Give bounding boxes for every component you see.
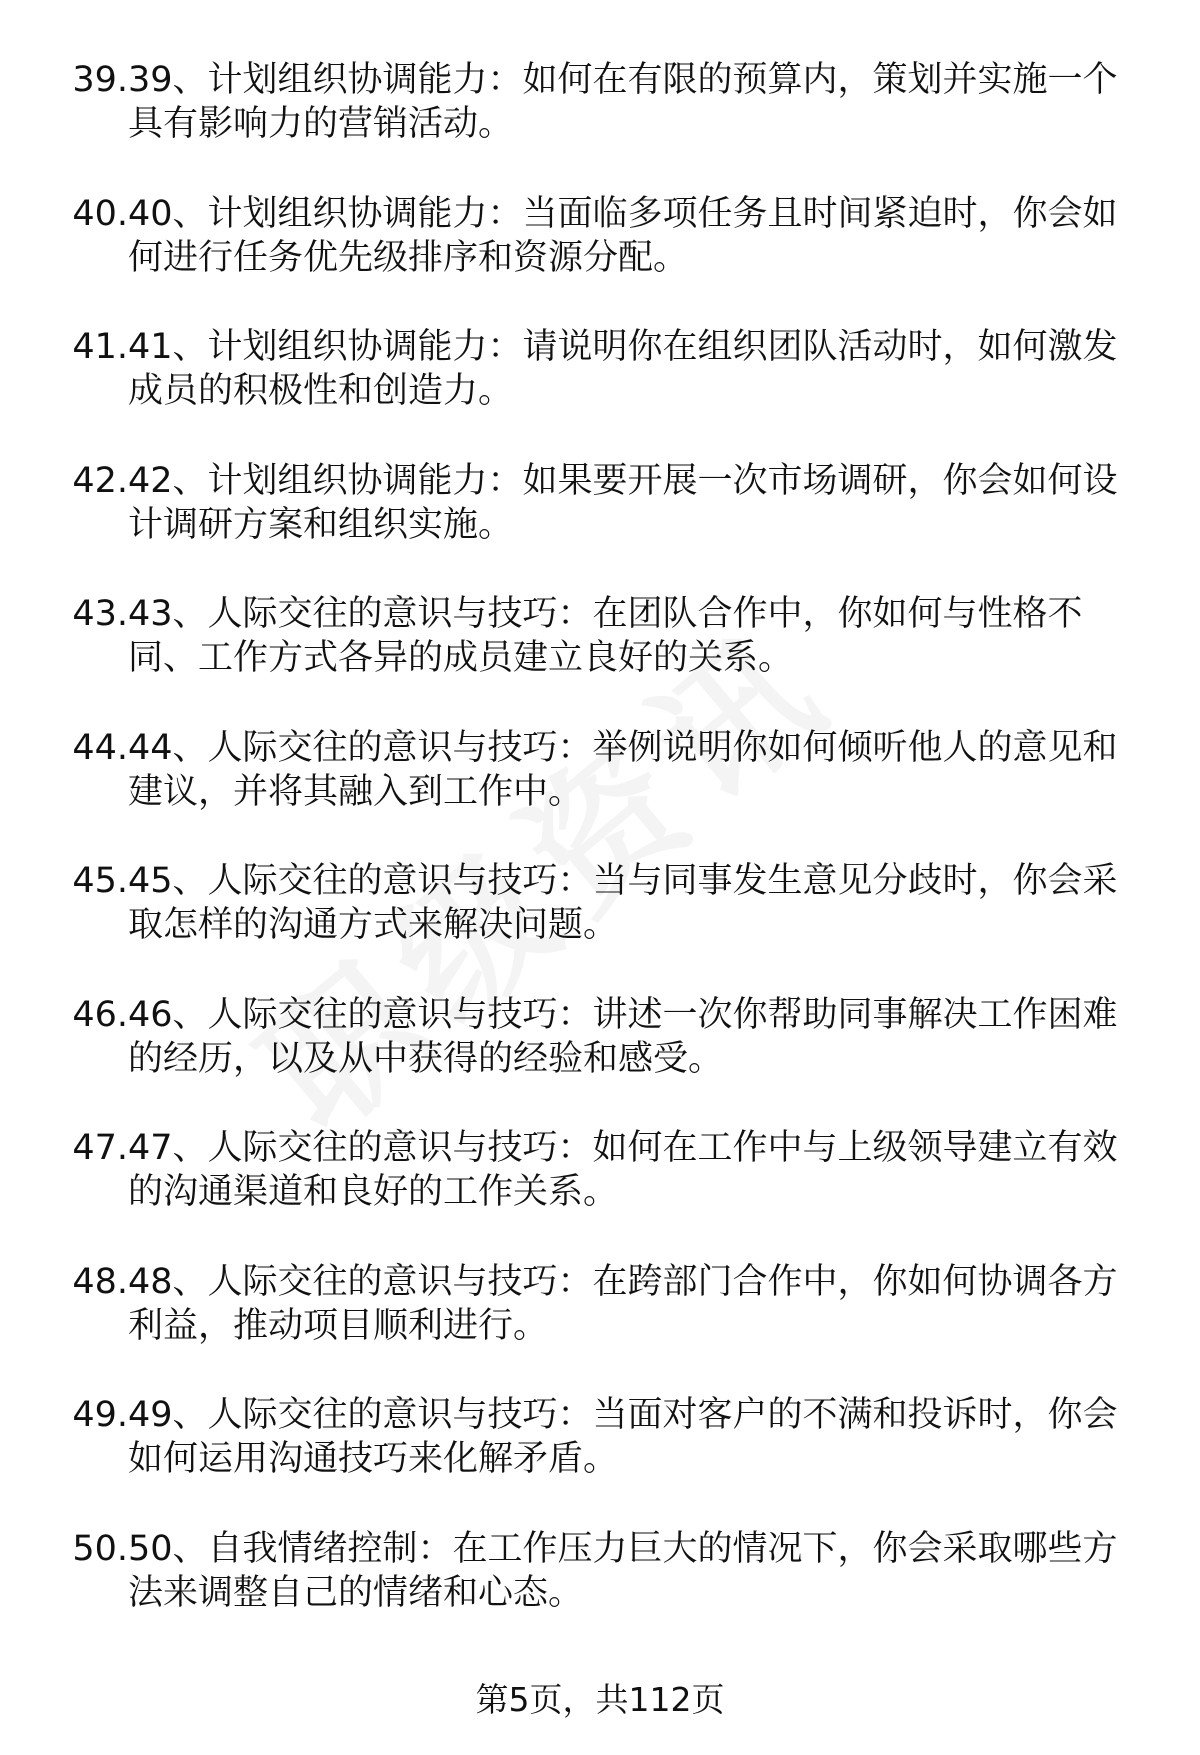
item-text: 42、计划组织协调能力：如果要开展一次市场调研，你会如何设计调研方案和组织实施。 xyxy=(128,460,1118,545)
list-item xyxy=(0,325,1200,459)
item-text: 46、人际交往的意识与技巧：讲述一次你帮助同事解决工作困难的经历，以及从中获得的经验和感受。 xyxy=(128,994,1118,1079)
item-number: 41. xyxy=(72,327,128,367)
item-text: 39、计划组织协调能力：如何在有限的预算内，策划并实施一个具有影响力的营销活动。 xyxy=(128,60,1118,144)
list-item xyxy=(0,726,1200,860)
item-number: 42. xyxy=(72,460,128,501)
item-number: 45. xyxy=(72,861,128,901)
item-text: 47、人际交往的意识与技巧：如何在工作中与上级领导建立有效的沟通渠道和良好的工作关系。 xyxy=(128,1128,1118,1212)
item-text: 45、人际交往的意识与技巧：当与同事发生意见分歧时，你会采取怎样的沟通方式来解决问题。 xyxy=(128,861,1118,945)
list-item xyxy=(0,1527,1200,1661)
page-number-label: 第5页，共112页 xyxy=(475,1680,725,1719)
item-text: 40、计划组织协调能力：当面临多项任务且时间紧迫时，你会如何进行任务优先级排序和资源分配。 xyxy=(128,193,1118,278)
item-text: 43、人际交往的意识与技巧：在团队合作中，你如何与性格不同、工作方式各异的成员建立良好的关系。 xyxy=(128,594,1083,678)
item-text: 41、计划组织协调能力：请说明你在组织团队活动时，如何激发成员的积极性和创造力。 xyxy=(128,327,1118,411)
item-number: 40. xyxy=(72,193,128,234)
item-number: 48. xyxy=(72,1261,128,1302)
list-item xyxy=(0,1260,1200,1394)
list-item xyxy=(0,459,1200,593)
list-item xyxy=(0,859,1200,993)
page-footer xyxy=(0,1680,1200,1720)
item-number: 39. xyxy=(72,60,128,100)
item-number: 43. xyxy=(72,594,128,634)
question-list xyxy=(0,58,1200,1660)
list-item xyxy=(0,592,1200,726)
item-number: 46. xyxy=(72,994,128,1035)
list-item xyxy=(0,1393,1200,1527)
item-text: 44、人际交往的意识与技巧：举例说明你如何倾听他人的意见和建议，并将其融入到工作中。 xyxy=(128,727,1118,812)
list-item xyxy=(0,192,1200,326)
list-item xyxy=(0,58,1200,192)
item-number: 47. xyxy=(72,1128,128,1168)
list-item xyxy=(0,1126,1200,1260)
item-text: 49、人际交往的意识与技巧：当面对客户的不满和投诉时，你会如何运用沟通技巧来化解矛盾。 xyxy=(128,1395,1118,1479)
list-item xyxy=(0,993,1200,1127)
item-number: 49. xyxy=(72,1395,128,1435)
item-text: 50、自我情绪控制：在工作压力巨大的情况下，你会采取哪些方法来调整自己的情绪和心态。 xyxy=(128,1528,1118,1613)
item-text: 48、人际交往的意识与技巧：在跨部门合作中，你如何协调各方利益，推动项目顺利进行。 xyxy=(128,1261,1118,1346)
item-number: 44. xyxy=(72,727,128,768)
item-number: 50. xyxy=(72,1528,128,1569)
